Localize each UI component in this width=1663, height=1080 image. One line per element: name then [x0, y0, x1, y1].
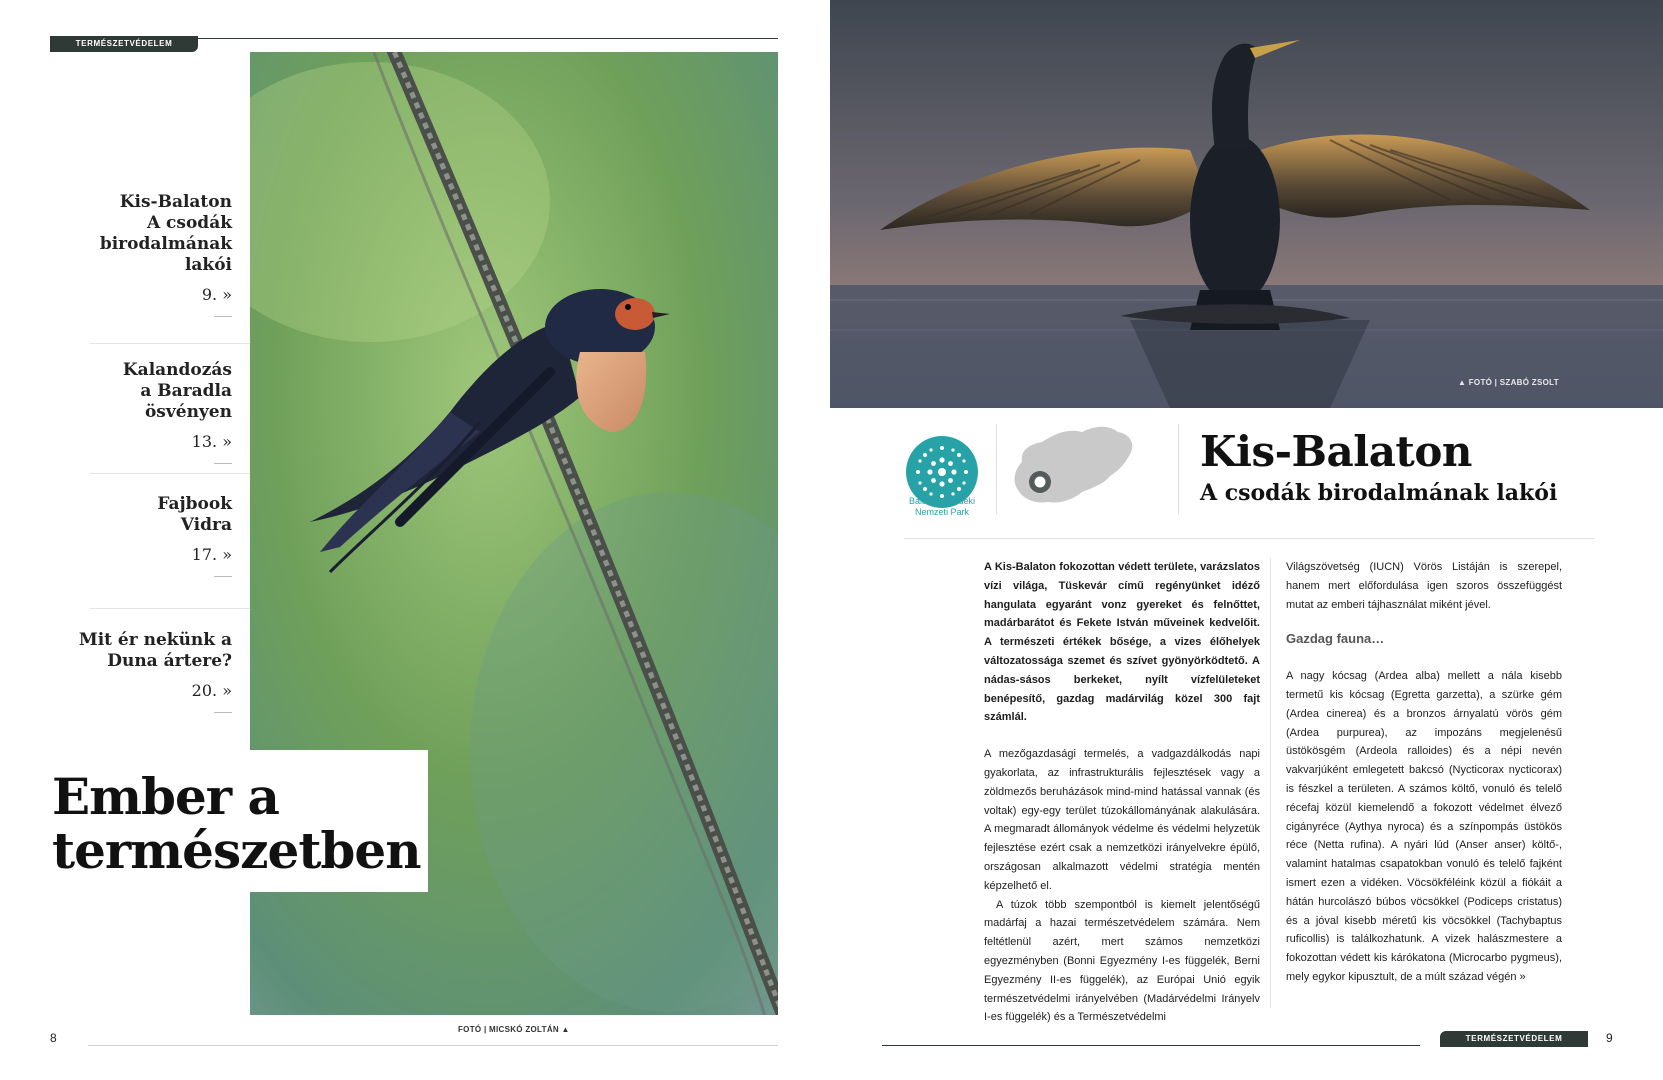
page-number: 9 — [1606, 1031, 1613, 1045]
toc-dash — [214, 463, 232, 464]
toc-page: 9. » — [201, 285, 232, 304]
article-subtitle: A csodák birodalmának lakói — [1200, 480, 1558, 506]
body-paragraph: A túzok több szempontból is kiemelt jelentőségű madárfaj a hazai természetvédelem számára. Nem feltétlenül azért, mert számos nemzetközi egyezményben (Bonni Egyezmény I-es függelék, Berni Egyezmény II-es függelék), az Európai Unió egyik természetvédelmi irányelvében (Madárvédelmi Irányelv I-es függelék) és a Természetvédelmi — [984, 898, 1260, 1024]
header-divider — [996, 424, 997, 514]
article-column-2 — [1286, 558, 1562, 987]
cormorant-illustration — [830, 0, 1663, 408]
body-paragraph: Világszövetség (IUCN) Vörös Listáján is szerepel, hanem mert előfordulása igen szoros összefüggést mutat az emberi tájhasználat miként jével. — [1286, 561, 1562, 611]
toc-dash — [214, 712, 232, 713]
body-paragraph: A nagy kócsag (Ardea alba) mellett a nála kisebb termetű kis kócsag (Egretta garzetta), a szürke gém (Ardea cinerea) és a bronzos árnyalatú vörös gém (Ardea purpurea), az impozáns megjelenésű üstökösgém (Ardeola ralloides) és a népi nevén vakvarjúként emlegetett bakcsó (Nycticorax nycticorax) is fészkel a területen. A számos költő, vonuló és telelő récefaj közül kiemelendő a fokozott védelmet élvező cigányréce (Aythya nyroca) és a színpompás üstökös réce (Netta rufina). A nyári lúd (Anser anser) költő-, valamint hatalmas csapatokban vonuló és telelő fajként ismert ezen a vidéken. Vöcsökféléink közül a fiókáit a hátán hurcolászó búbos vöcsökkel (Podiceps cristatus) és a jóval kisebb méretű kis vöcsökkel (Tachybaptus ruficollis) is találkozhatunk. A vizek halászmestere a fokozottan védett kis kárókatona (Microcarbo pygmeus), mely egykor kipusztult, de a múlt század végén » — [1286, 670, 1562, 983]
toc-title: Kalandozás a Baradla ösvényen — [122, 360, 232, 422]
toc-page: 17. » — [191, 545, 232, 564]
footer-rule — [882, 1045, 1420, 1046]
subheading: Gazdag fauna… — [1286, 631, 1385, 647]
park-name: Balaton-felvidéki Nemzeti Park — [908, 496, 976, 517]
toc-item-vidra[interactable] — [60, 494, 232, 577]
photo-credit: FOTÓ | MICSKÓ ZOLTÁN ▲ — [458, 1025, 570, 1034]
article-column-1 — [984, 558, 1260, 1027]
toc-title: Kis-Balaton A csodák birodalmának lakói — [99, 192, 232, 275]
left-page — [0, 0, 830, 1080]
toc-divider — [90, 343, 250, 344]
hungary-map-icon — [1008, 422, 1138, 516]
toc-title: Mit ér nekünk a Duna ártere? — [78, 630, 232, 671]
toc-item-baradla[interactable] — [60, 360, 232, 464]
toc-dash — [214, 316, 232, 317]
right-page — [830, 0, 1663, 1080]
footer-rule — [88, 1045, 778, 1046]
toc-page: 20. » — [191, 681, 232, 700]
cormorant-photo — [830, 0, 1663, 408]
article-title: Kis-Balaton — [1200, 427, 1472, 476]
toc-title: Fajbook Vidra — [157, 494, 232, 535]
body-paragraph: A mezőgazdasági termelés, a vadgazdálkodás napi gyakorlata, az infrastrukturális fejlesztések vagy a zöldmezős beruházások mind-mind hatással vannak (és voltak) egy-egy terület túzokállományának alakulására. A megmaradt állományok védelme és védelmi helyzetük fejlesztése ezért csak a nemzetközi irányelvekre épülő, országosan alkalmazott védelmi stratégia mentén képzelhető el. — [984, 748, 1260, 892]
toc-divider — [90, 473, 250, 474]
main-title: Ember a természetben — [52, 767, 421, 880]
section-tab: TERMÉSZETVÉDELEM — [50, 36, 198, 52]
toc-item-kis-balaton[interactable] — [60, 192, 232, 317]
header-rule — [198, 38, 778, 39]
header-divider — [1178, 424, 1179, 514]
toc-item-duna[interactable] — [60, 630, 232, 713]
main-title-box — [28, 750, 428, 892]
page-number: 8 — [50, 1031, 57, 1045]
header-rule — [904, 538, 1594, 539]
column-divider — [1270, 558, 1271, 1008]
lead-paragraph: A Kis-Balaton fokozottan védett területe, varázslatos vízi világa, Tüskevár című regényünket idéző hangulata egyaránt vonz gyereket és felnőttet, madárbarátot és Fekete István műveinek kedvelőit. A természeti értékek bősége, a vizes élőhelyek változatossága szemet és szívet gyönyörködtető. A nádas-sásos berkeket, nyílt vízfelületeket benépesítő, gazdag madárvilág közel 300 fajt számlál. — [984, 561, 1260, 724]
toc-divider — [90, 608, 250, 609]
toc-dash — [214, 576, 232, 577]
photo-credit: ▲ FOTÓ | SZABÓ ZSOLT — [1458, 378, 1559, 387]
section-tab: TERMÉSZETVÉDELEM — [1440, 1031, 1588, 1047]
toc-page: 13. » — [191, 432, 232, 451]
